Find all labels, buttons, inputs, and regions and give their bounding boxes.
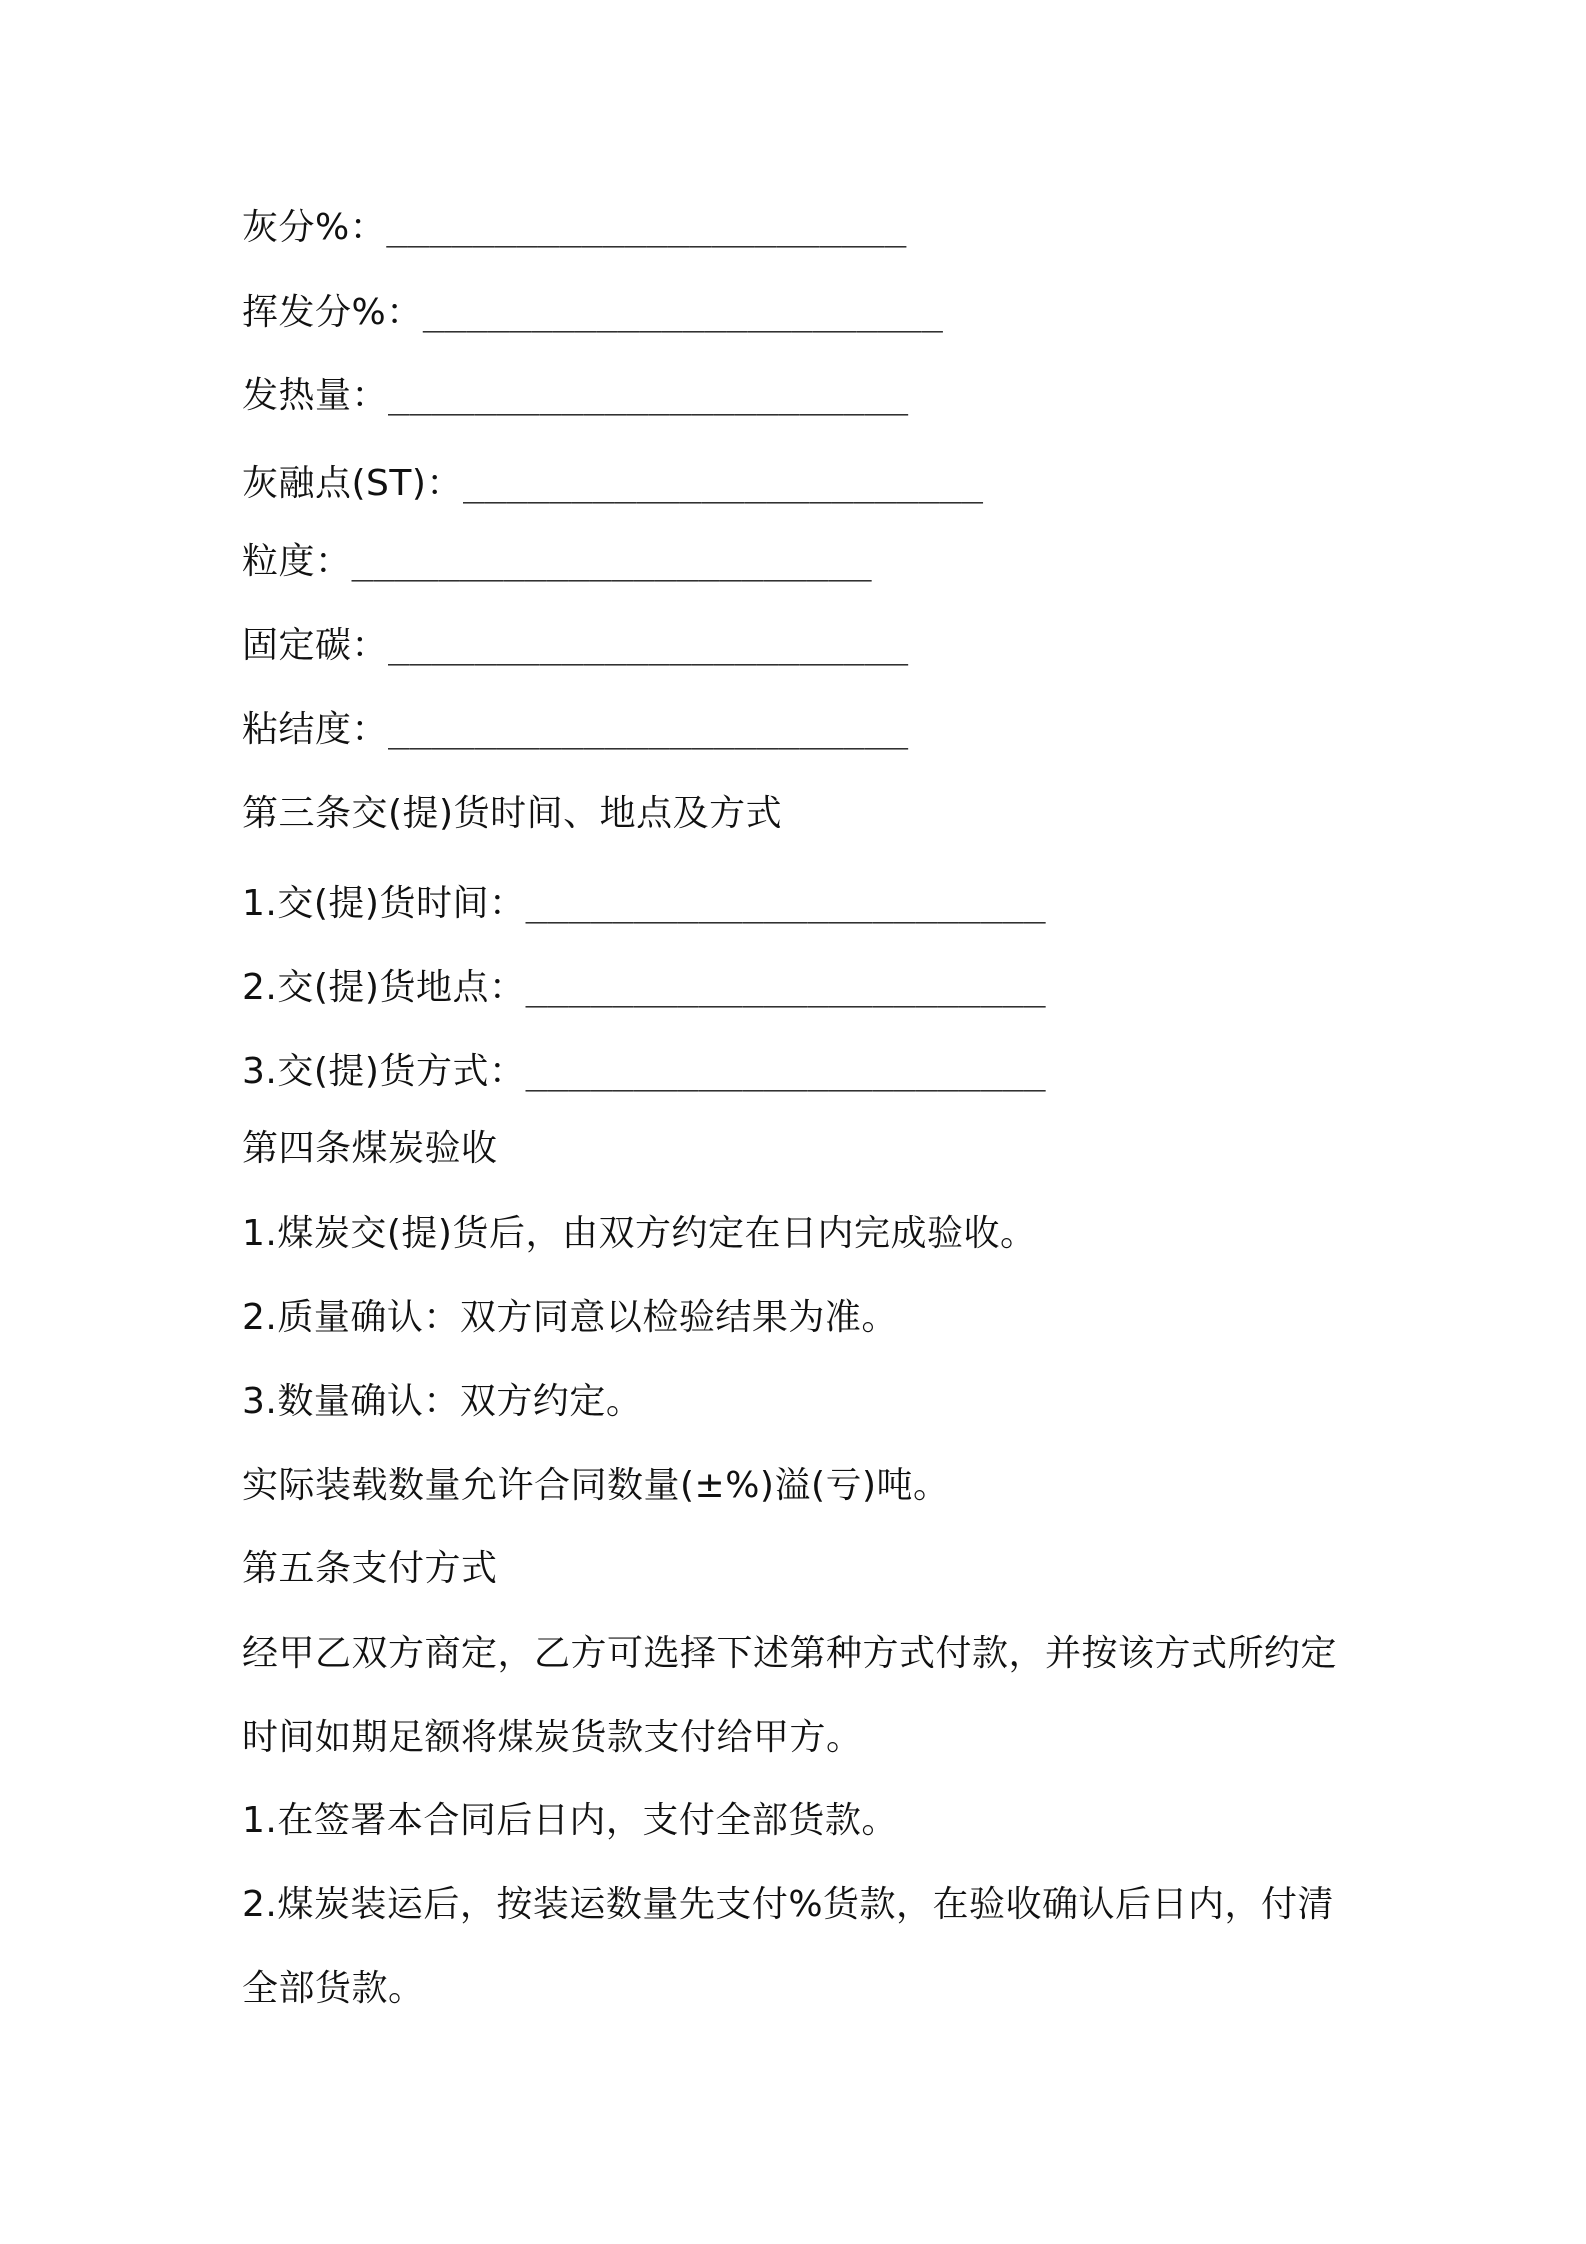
article4-line: 3.数量确认：双方约定。 [242, 1381, 643, 1422]
fill-blank: ________________________ [388, 375, 909, 416]
article5-line: 经甲乙双方商定，乙方可选择下述第种方式付款，并按该方式所约定 [242, 1633, 1338, 1674]
fill-blank: ________________________ [351, 541, 872, 582]
field-label: 灰融点(ST)： [242, 463, 463, 504]
article5-heading: 第五条支付方式 [242, 1548, 498, 1589]
field-label: 固定碳： [242, 625, 389, 666]
article4-line: 1.煤炭交(提)货后，由双方约定在日内完成验收。 [242, 1213, 1037, 1254]
delivery-time [242, 880, 1046, 928]
field-ash [242, 204, 906, 252]
field-label: 粒度： [242, 541, 352, 582]
article5-line: 2.煤炭装运后，按装运数量先支付%货款，在验收确认后日内，付清 [242, 1884, 1335, 1925]
fill-blank: ________________________ [388, 709, 909, 750]
field-caking [242, 706, 908, 754]
fill-blank: ________________________ [525, 1051, 1046, 1092]
article4-heading: 第四条煤炭验收 [242, 1128, 498, 1169]
fill-blank: ________________________ [462, 463, 984, 504]
field-fixed-carbon [242, 622, 908, 670]
field-volatile [242, 289, 943, 337]
field-granularity [242, 538, 872, 586]
article5-line: 全部货款。 [242, 1968, 425, 2009]
field-label: 1.交(提)货时间： [242, 883, 526, 924]
article5-line: 时间如期足额将煤炭货款支付给甲方。 [242, 1717, 863, 1758]
delivery-method [242, 1048, 1046, 1096]
delivery-place [242, 964, 1046, 1012]
fill-blank: ________________________ [525, 883, 1046, 924]
field-label: 3.交(提)货方式： [242, 1051, 526, 1092]
field-label: 灰分%： [242, 207, 387, 248]
article5-line: 1.在签署本合同后日内，支付全部货款。 [242, 1800, 898, 1841]
field-label: 挥发分%： [242, 292, 423, 333]
article3-heading: 第三条交(提)货时间、地点及方式 [242, 793, 783, 834]
fill-blank: ________________________ [422, 292, 943, 333]
field-ash-fusion [242, 460, 983, 508]
fill-blank: ________________________ [388, 625, 909, 666]
article4-line: 2.质量确认：双方同意以检验结果为准。 [242, 1297, 898, 1338]
field-calorific [242, 372, 908, 420]
fill-blank: ________________________ [386, 207, 907, 248]
field-label: 2.交(提)货地点： [242, 967, 526, 1008]
field-label: 发热量： [242, 375, 389, 416]
fill-blank: ________________________ [525, 967, 1046, 1008]
article4-line: 实际装载数量允许合同数量(±%)溢(亏)吨。 [242, 1465, 950, 1506]
field-label: 粘结度： [242, 709, 389, 750]
